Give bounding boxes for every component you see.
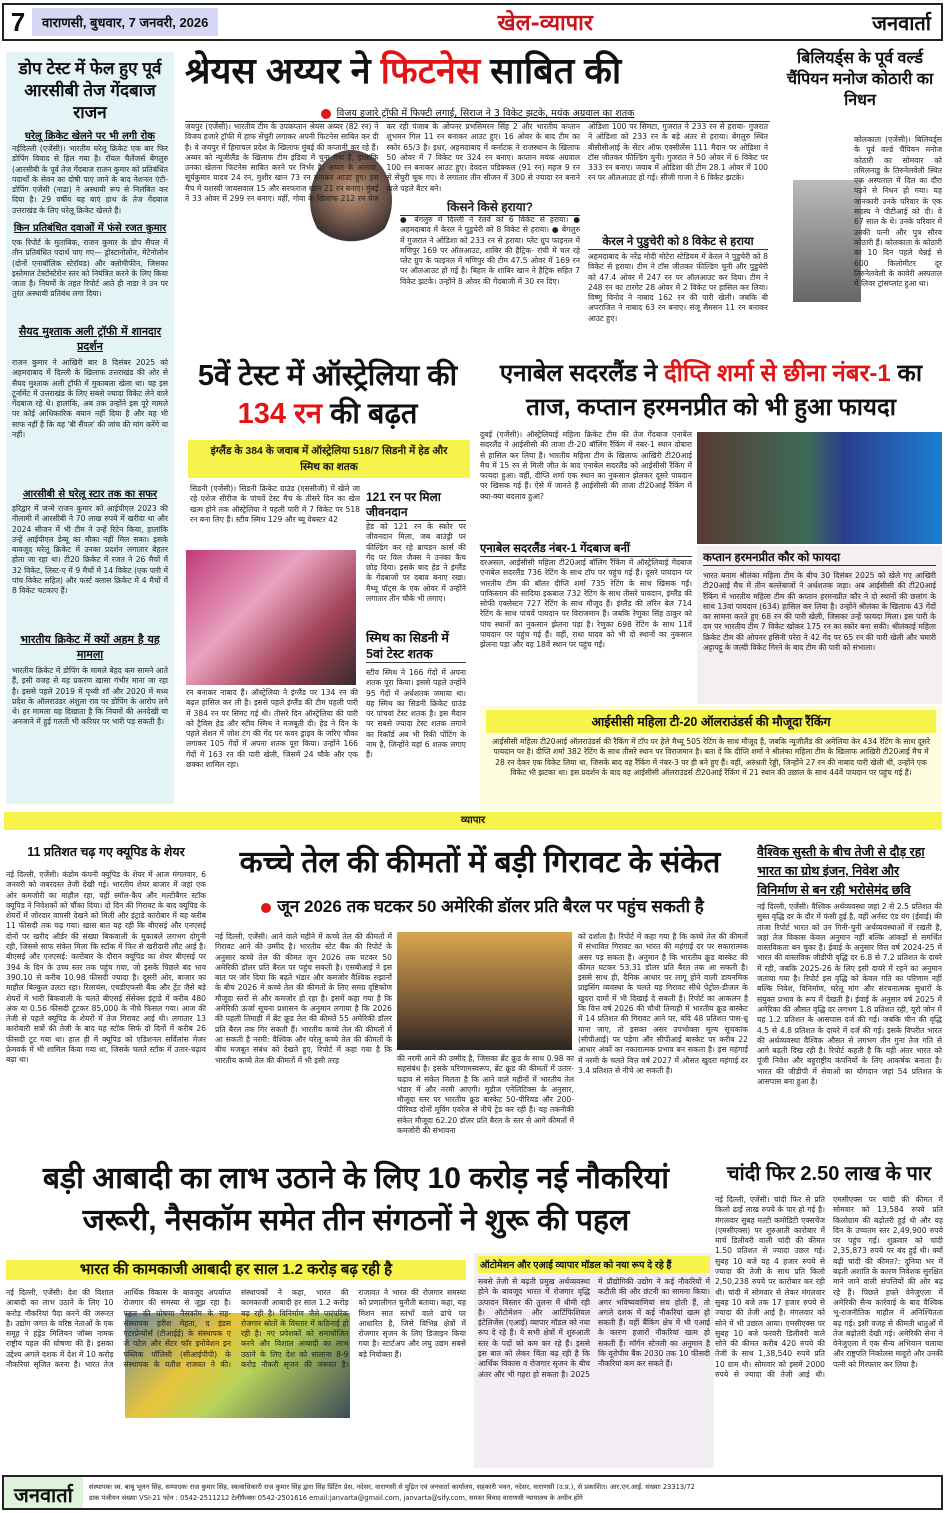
page-header <box>2 3 943 41</box>
doping-sub-5: भारतीय क्रिकेट में क्यों अहम है यह मामला <box>20 633 160 661</box>
jobs-headline: बड़ी आबादी का लाभ उठाने के लिए 10 करोड़ नई नौकरियां जरूरी, नैसकॉम समेत तीन संगठनों ने शुरू की पहल <box>42 1162 670 1237</box>
test-sub-2: स्मिथ का सिडनी में 5वां टेस्ट शतक <box>366 630 466 663</box>
footer-line-2: डाक पंजीयन संख्याः VSI-21 फोन : 0542-2511212 टेलीफैक्सः 0542-2501616 email:janvarta@gmail.com, janvarta@sify.com, समस्त विवाद वाराणसी न्यायालय के अधीन होंगे <box>88 1493 583 1502</box>
oil-deck: जून 2026 तक घटकर 50 अमेरिकी डॉलर प्रति बैरल पर पहुंच सकती है <box>215 895 750 919</box>
lead-body-2: ● बेंगलुरु में दिल्ली ने रेलवे को 6 विकेट से हराया। ● अहमदाबाद में केरल ने पुडुचेरी को 8 विकेट से हराया। ● बेंगलुरु में गुजरात ने ओडिशा को 233 रन से हराया। प्लेट ग्रुप फाइनल में मणिपुर 169 पर ऑलआउट, शाबिर की हैट्रिक- रांची में चल रहे प्लेट ग्रुप के फाइनल में मणिपुर की टीम 47.5 ओवर में 169 रन पर ऑलआउट हो गई है। बिहार के शाबिर खान ने हैट्रिक सहित 7 विकेट झटके। उन्होंने 8 ओवर की गेंदबाजी में 30 रन दिए। <box>400 215 580 286</box>
players-photo <box>697 432 942 544</box>
allrounder-body: आईसीसी महिला टी20आई ऑलराउंडर्स की रैंकिंग में टॉप पर हेले मैथ्यू 505 रेटिंग के साथ मौजूद है, जबकि न्यूजीलैंड की अमेलिया केर 434 रेटिंग के साथ दूसरे पायदान पर है। दीप्ति शर्मा 382 रेटिंग के साथ तीसरे स्थान पर विराजमान है। बता दें कि दीप्ति शर्मा ने श्रीलंका महिला टीम के खिलाफ आखिरी टी20आई मैच में 28 रन देकर एक विकेट लिया था, जिसके बाद वह रैंकिंग में नंबर-3 पर ही बने हुए हैं। वहीं, अरुंधती रेड्डी, जिन्होंने 27 रन की नाबाद पारी खेली थी, उन्होंने एक विकेट भी झटका था। इस प्रदर्शन के बाद वह आईसीसी ऑलराउंडर्स टी20आई रैंकिंग में 21 स्थान की उछाल के साथ 44वें पायदान पर पहुंच गई हैं। <box>491 737 931 777</box>
oil-body-2: की नरमी आने की उम्मीद है, जिसका ब्रेंट क्रूड के साथ 0.98 का सहसंबंध है। इसके परिणामस्वरूप, ब्रेंट क्रूड की कीमतों में उतार-चढ़ाव से संकेत मिलता है कि आने वाले महीनों में भारतीय तेल भंडार में और नरमी आएगी। मूडीज एनेलिटिक्स के अनुसार, मौजूदा स्तर पर भारतीय क्रूड बास्केट 50-पीरियड और 200-पीरियड दोनों मूविंग एवरेज से नीचे ट्रेड कर रही है। यह तकनीकी संकेत मौजूदा 62.20 डॉलर प्रति बैरल के स्तर से आगे कीमतों में कमजोरी की संभावना <box>397 1054 574 1136</box>
test-body-3: हेड को 121 रन के स्कोर पर जीवनदान मिला, जब बाउंड्री पर फील्डिंग कर रहे ब्रायडन कार्स की गेंद पर विल जैक्स ने उनका कैच छोड़ दिया। इसके बाद हेड ने इंग्लैंड के गेंदबाजों पर दबाव बनाए रखा। मैथ्यू पॉट्स के एक ओवर में उन्होंने लगातार तीन चौके भी लगाए। <box>366 522 466 604</box>
doping-sub-1: घरेलू क्रिकेट खेलने पर भी लगी रोक <box>25 131 155 142</box>
growth-headline: वैश्विक सुस्ती के बीच तेजी से दौड़ रहा भारत का ग्रोथ इंजन, निवेश और विनिर्माण से बन रही भरोसेमंद छवि <box>757 845 925 897</box>
doping-sub-3: सैयद मुश्ताक अली ट्रॉफी में शानदार प्रदर्शन <box>18 325 162 353</box>
jobs-deck: भारत की कामकाजी आबादी हर साल 1.2 करोड़ बढ़ रही है <box>6 1260 466 1280</box>
ranking-sub-1: एनाबेल सदरलैंड नंबर-1 गेंदबाज बनीं <box>480 541 692 557</box>
growth-body: नई दिल्ली, एजेंसी। वैश्विक अर्थव्यवस्था जहां 2 से 2.5 प्रतिशत की सुस्त वृद्धि दर के दौर में फंसी हुई है, वहीं अर्नस्ट एंड यंग (ईवाई) की ताजा रिपोर्ट भारत को उन गिनी-चुनी अर्थव्यवस्थाओं में रखती है, जहां तेज विकास केवल अनुमान नहीं बल्कि आंकड़ों से समर्थित वास्तविकता बन चुका है। ईवाई के अनुसार वित्त वर्ष 2024-25 में भारत की वास्तविक जीडीपी वृद्धि दर 6.8 से 7.2 प्रतिशत के दायरे में रही, जबकि 2025-26 के लिए इसी दायरे में रहने का अनुमान जताया गया है। रिपोर्ट इस वृद्धि को केवल गति का परिणाम नहीं बल्कि निवेश, विनिर्माण, घरेलू मांग और संरचनात्मक सुधारों के संयुक्त प्रभाव के रूप में देखती है। ईवाई के अनुसार वर्ष 2025 में अमेरिका की औसत वृद्धि दर लगभग 1.8 प्रतिशत रही, यूरो जोन में यह 1.2 प्रतिशत के आसपास दर्ज की गई। जबकि चीन की वृद्धि 4.5 से 4.8 प्रतिशत के दायरे में दर्ज की गई। इसके विपरीत भारत की अर्थव्यवस्था वैश्विक औसत से लगभग तीन गुना तेज गति से आगे बढ़ती दिख रही है। रिपोर्ट कहती है कि यही अंतर भारत को पूंजी निवेश और बहुराष्ट्रीय कंपनियों के लिए आकर्षक बनाता है। भारत की जीडीपी में सेवाओं का योगदान जहां 54 प्रतिशत के आसपास बना हुआ है। <box>757 902 942 1087</box>
doping-para-4: हरिद्वार में जन्मे राजन कुमार को आईपीएल 2023 की नीलामी में आरसीबी ने 70 लाख रुपये में खरीदा था और 2024 सीजन में भी टीम ने उन्हें रिटेन किया, हालांकि उन्हें आईपीएल डेब्यू का मौका नहीं मिल सका। इसके बावजूद घरेलू क्रिकेट में उनका प्रदर्शन लगातार बेहतर होता जा रहा था। टी20 क्रिकेट में रजत ने 26 मैचों में 32 विकेट, लिस्ट-ए में 9 मैचों में 14 विकेट (एक पारी में पांच विकेट सहित) और फर्स्ट क्लास क्रिकेट में 4 मैचों में 8 विकेट चटकाए हैं। <box>12 504 168 596</box>
doping-para-1: नईदिल्ली (एजेंसी)। भारतीय घरेलू क्रिकेट एक बार फिर डोपिंग विवाद से हिल गया है। रॉयल चैलेंजर्स बेंगलुरु (आरसीबी के पूर्व तेज गेंदबाज राजन कुमार को प्रतिबंधित पदार्थों के सेवन का दोषी पाए जाने के बाद नेशनल एंटी-डोपिंग एजेंसी (नाडा) ने अस्थायी रूप से निलंबित कर दिया है। 29 वर्षीय यह बाएं हाथ के तेज गेंदबाज उत्तराखंड के लिए घरेलू क्रिकेट खेलते हैं। <box>12 144 168 215</box>
jobs-body: नई दिल्ली, एजेंसी। देश की विशाल आबादी का लाभ उठाने के लिए 10 करोड़ नौकरियां पैदा करने की जरूरत है। उद्योग जगत के वरिष्ठ नेताओं के एक समूह ने हंड्रेड मिलियन जॉब्स नामक राष्ट्रीय पहल की घोषणा की है। इसका उद्देश्य अगले दशक में देश में 10 करोड़ नौकरियां सृजित करना है। भारत तेज आर्थिक विकास के बावजूद अपर्याप्त रोजगार की समस्या से जूझ रहा है। पहल की घोषणा नैसकॉम के सह-संस्थापक हरीश मेहता, द इंडस एंटरप्रेन्योर्स (टीआईई) के संस्थापक ए जे पटेल और सेंटर फॉर इनोवेशन इन पब्लिक पॉलिसी (सीआईपीपी) के संस्थापक के यतीश राजवत ने की। संस्थापकों ने कहा, भारत की कामकाजी आबादी हर साल 1.2 करोड़ बढ़ रही है। विनिर्माण जैसे पारंपरिक रोजगार स्रोतों के विस्तार में कठिनाई हो रही है। नए प्रवेशकों को समायोजित करने और विशाल आबादी का लाभ उठाने के लिए देश को सालाना 8-9 करोड़ नौकरी सृजन की जरूरत है। राजावत ने भारत की रोजगार समस्या को प्रणालीगत चुनौती बताया। कहा, यह मिशन सात स्तंभों वाले ढांचे पर आधारित है, जिसे विभिन्न क्षेत्रों में रोजगार सृजन के लिए डिजाइन किया गया है। स्टार्टअप और लघु उद्यम सबसे बड़े नियोक्ता हैं। <box>6 1288 466 1370</box>
test-body-4: स्टीव स्मिथ ने 166 गेंदों में अपना शतक पूरा किया। इससे पहले उन्होंने 95 गेंदों में अर्धशतक जमाया था। यह स्मिथ का सिडनी क्रिकेट ग्राउंड पर पांचवां टेस्ट शतक है। इस मैदान पर सबसे ज्यादा टेस्ट शतक लगाने का रिकॉर्ड अब भी रिकी पोंटिंग के नाम है, जिन्होंने यहां 6 शतक लगाए हैं। <box>366 668 466 760</box>
oil-headline: कच्चे तेल की कीमतों में बड़ी गिरावट के संकेत <box>239 846 721 879</box>
doping-sidebar <box>6 52 174 804</box>
ranking-headline: एनाबेल सदरलैंड ने दीप्ति शर्मा से छीना नंबर-1 का ताज, कप्तान हरमनप्रीत को भी हुआ फायदा <box>499 360 923 421</box>
oil-body-3: को दर्शाता है। रिपोर्ट में कहा गया है कि कच्चे तेल की कीमतों में संभावित गिरावट का भारत की महंगाई दर पर सकारात्मक असर पड़ सकता है। अनुमान है कि भारतीय क्रूड बास्केट की कीमत घटकर 53.31 डॉलर प्रति बैरल तक आ सकती है। इससे साथ ही, दैनिक आधार पर लागू होने वाली डायनमिक प्राइसिंग व्यवस्था के चलते यह गिरावट सीधे पेट्रोल-डीजल के खुदरा दामों में भी दिखाई दे सकती है। रिपोर्ट का आकलन है कि वित्त वर्ष 2026 की चौथी तिमाही में भारतीय क्रूड बास्केट में 14 प्रतिशत की गिरावट आने पर, यदि 48 प्रतिशत पास-थ्रू माना जाए, तो इसका असर उपभोक्ता मूल्य सूचकांक (सीपीआई) पर पड़ेगा और सीपीआई बास्केट पर करीब 22 आधार अंकों का नकारात्मक प्रभाव बन सकता है। इस महंगाई में नरमी के चलते वित्त वर्ष 2027 में औसत खुदरा महंगाई दर 3.4 प्रतिशत से नीचे आ सकती है। <box>578 932 748 1075</box>
ranking-body-3: भारत बनाम श्रीलंका महिला टीम के बीच 30 दिसंबर 2025 को खेले गए आखिरी टी20आई मैच में तीन बल्लेबाजों ने अर्धशतक जड़ा। अब आईसीसी की टी20आई रैंकिंग में भारतीय महिला टीम की कप्तान हरमनप्रीत कौर ने दो स्थानों की छलांग के साथ 13वां पायदान (634) हासिल कर लिया है। उन्होंने श्रीलंका के खिलाफ 43 गेंदों का सामना करते हुए 68 रन की पारी खेली, जिसका उन्हें फायदा मिला। इस पारी के दम पर भारतीय टीम 7 विकेट खोकर 175 रन का स्कोर बना सकी। श्रीलंकाई महिला क्रिकेट टीम की ओपनर हसिनी परेरा ने 42 गेंद पर 65 रन की पारी खेली और चमारी अट्टापट्टू के जल्दी विकेट गिरने के बाद टीम की पारी को संभाला। <box>703 571 936 653</box>
lead-sub-1: किसने किसे हराया? <box>400 198 580 216</box>
silver-body: नई दिल्ली, एजेंसी। चांदी फिर से प्रति किलो ढाई लाख रुपये के पार हो गई है। मंगलवार सुबह मल्टी कमोडिटी एक्सचेंज (एमसीएक्स) पर शुरुआती कारोबार में मार्च डिलीवरी वाली चांदी की कीमत 1.50 प्रतिशत से ज्यादा उछल गई। सुबह 10 बजे यह 4 हजार रुपये से ज्यादा की तेजी के साथ प्रति किलो 2,50,238 रुपये पर कारोबार कर रही थी। चांदी में सोमवार से लेकर मंगलवार सुबह 10 बजे तक 17 हजार रुपये से ज्यादा की तेजी आई है। मंगलवार को सोने में भी उछाल आया। एमसीएक्स पर सुबह 10 बजे फरवरी डिलीवरी वाले सोने की कीमत करीब 420 रुपये की तेजी के साथ 1,38,540 रुपये प्रति 10 ग्राम थी। सोमवार को इसमें 2000 रुपये से ज्यादा की तेजी आई थी। एमसीएक्स पर चांदी की कीमत में सोमवार को 13,584 रुपये प्रति किलोग्राम की बढ़ोतरी हुई थी और यह दिन के उच्चतम स्तर 2,49,900 रुपये पर पहुंच गई। शुक्रवार को चांदी 2,35,873 रुपये पर बंद हुई थी। क्यों बढ़ी चांदी की कीमत?: दुनिया भर में बढ़ती अशांति के कारण निवेशक सुरक्षित माने जाने वाली संपत्तियों की ओर बढ़ रहे हैं। पिछले हफ्ते वेनेजुएला में अमेरिकी सैन्य कार्रवाई के बाद वैश्विक भू-राजनीतिक माहौल में अनिश्चितता बढ़ गई। इसी वजह से कीमती धातुओं में तेज बढ़ोतरी देखी गई। अमेरिकी सेना ने वेनेजुएला में एक सैन्य अभियान चलाया और राष्ट्रपति निकोलस मादुरो और उनकी पत्नी को गिरफ्तार कर लिया है। <box>715 1195 943 1380</box>
test-sub-1: 121 रन पर मिला जीवनदान <box>366 490 466 521</box>
imprint-footer <box>2 1475 943 1510</box>
doping-sub-2: किन प्रतिबंधित दवाओं में फंसे रजत कुमार <box>13 223 167 234</box>
automation-box <box>474 1253 714 1468</box>
test-deck: इंग्लैंड के 384 के जवाब में ऑस्ट्रेलिया 518/7 सिडनी में हेड और स्मिथ का शतक <box>188 440 470 478</box>
automation-body: सबसे तेजी से बढ़ती प्रमुख अर्थव्यवस्था होने के बावजूद भारत में रोजगार वृद्धि उत्पादन विस्तार की तुलना में धीमी रही है। ऑटोमेशन और आर्टिफिशियल इंटेलिजेंस (एआई) व्यापार मॉडल को नया रूप दे रहे हैं। ये सभी क्षेत्रों में शुरुआती स्तर के पदों को कम कर रहे हैं। इससे इस बात को लेकर चिंता बढ़ रही है कि आर्थिक विकास व रोजगार सृजन के बीच अंतर और भी गहरा हो सकता है। 2025 में प्रौद्योगिकी उद्योग ने कई नौकरियों में कटौती की और छंटनी का सामना किया। अगर भविष्यवाणियां सच होती हैं, तो अगले दशक में कई नौकरियां खत्म हो सकती हैं। वहीं बैंकिंग क्षेत्र में भी एआई के कारण हजारों नौकरियां खत्म हो सकती हैं। मॉर्गन स्टेनली का अनुमान है कि यूरोपीय बैंक 2030 तक 10 फीसदी नौकरियां कम कर सकते हैं। <box>478 1277 710 1379</box>
silver-headline: चांदी फिर 2.50 लाख के पार <box>726 1163 932 1185</box>
dateline: वाराणसी, बुधवार, 7 जनवरी, 2026 <box>32 8 218 36</box>
footer-brand: जनवार्ता <box>4 1477 83 1508</box>
cupid-body: नई दिल्ली, एजेंसी। कंडोम कंपनी क्यूपिड के शेयर में आज मंगलवार, 6 जनवरी को जबरदस्त तेजी देखी गई। भारतीय शेयर बाजार में जहां एक ओर कमजोरी का माहौल रहा, वहीं स्मॉल-कैप और मल्टीबैगर स्टॉक क्यूपिड ने निवेशकों को चौंका दिया। दो दिन की गिरावट के बाद क्यूपिड के शेयरों में जोरदार वापसी देखने को मिली और इंट्राडे कारोबार में यह करीब 11 फीसदी तक चढ़ गया। खास बात यह रही कि बीएसई और एनएसई दोनों पर खरीद ऑर्डर की संख्या बिकवाली के मुकाबले लगभग दोगुनी रही, जिससे साफ संकेत मिला कि स्टॉक में फिर से खरीदारी लौट आई है। बीएसई और एनएसई: कारोबार के दौरान क्यूपिड का शेयर बीएसई पर 394 के दिन के उच्च स्तर तक पहुंच गया, जो इसके पिछले बंद भाव 390.10 से करीब 10.98 फीसदी ज्यादा है। दूसरी ओर, बाजार का माहौल बिल्कुल उलटा रहा। रिलायंस, एचडीएफसी बैंक और ट्रेंट जैसे बड़े शेयरों में भारी बिकवाली के चलते बीएसई सेंसेक्स इंट्राडे में करीब 480 अंक या 0.56 फीसदी टूटकर 85,000 के नीचे फिसल गया। आज की तेजी से पहले क्यूपिड के शेयरों में तेज गिरावट आई थी। लगातार 13 कारोबारी सत्रों की तेजी के बाद यह स्टॉक सिर्फ दो दिनों में करीब 26 फीसदी टूट गया था। हाल ही में क्यूपिड को एडिशनल सर्विलांस मेजर फ्रेमवर्क में भी शामिल किया गया था, जिसके चलते स्टॉक में उतार-चढ़ाव बढ़ा था। <box>6 870 206 1065</box>
allrounder-box <box>480 706 942 810</box>
lead-deck: विजय हजारे ट्रॉफी में फिफ्टी लगाई, सिराज ने 3 विकेट झटके, मयंक अग्रवाल का शतक <box>185 106 770 122</box>
automation-title: ऑटोमेशन और एआई व्यापार मॉडल को नया रूप दे रहे हैं <box>478 1256 710 1273</box>
obit-body: कोलकाता (एजेंसी)। बिलियर्ड्स के पूर्व वर्ल्ड चैंपियन मनोज कोठारी का सोमवार को तमिलनाडु के तिरुनेलवेली स्थित एक अस्पताल में दिल का दौरा पड़ने से निधन हो गया। यह जानकारी उनके परिवार के एक सदस्य ने पीटीआई को दी। वे 67 साल के थे। उनके परिवार में उनकी पत्नी और पुत्र सौरव कोठारी हैं। कोलकाता के कोठारी का 10 दिन पहले चेन्नई से 600 किलोमीटर दूर तिरुनेलवेली के कावेरी अस्पताल में लिवर ट्रांसप्लांट हुआ था। <box>854 135 942 289</box>
masthead-brand: जनवार्ता <box>872 10 931 35</box>
smith-photo <box>186 550 356 685</box>
section-title: खेल-व्यापार <box>497 10 593 36</box>
test-headline: 5वें टेस्ट में ऑस्ट्रेलिया की 134 रन की बढ़त <box>197 360 458 430</box>
obit-headline: बिलियर्ड्स के पूर्व वर्ल्ड चैंपियन मनोज कोठारी का निधन <box>786 50 934 109</box>
doping-para-3: राजन कुमार ने आखिरी बार 8 दिसंबर 2025 को अहमदाबाद में दिल्ली के खिलाफ उत्तराखंड की ओर से सैयद मुश्ताक अली ट्रॉफी में मुकाबला खेला था। वह इस टूर्नामेंट में उत्तराखंड के लिए सबसे ज्यादा विकेट लेने वाले गेंदबाज रहे थे। हालांकि, अब तक उन्होंने इस पूरे मामले पर कोई आधिकारिक बयान नहीं दिया है और यह भी साफ नहीं है कि वह 'बी सैंपल' की जांच की मांग करेंगे या नहीं। <box>12 358 168 440</box>
cupid-headline: 11 प्रतिशत चढ़ गए क्यूपिड के शेयर <box>27 845 185 859</box>
allrounder-title: आईसीसी महिला टी-20 ऑलराउंडर्स की मौजूदा रैंकिंग <box>486 710 936 733</box>
test-body-1: सिडनी (एजेंसी)। सिडनी क्रिकेट ग्राउंड (एससीजी) में खेले जा रहे एशेज सीरीज के पांचवें टेस्ट मैच के तीसरे दिन का खेल खत्म होने तक ऑस्ट्रेलिया ने पहली पारी में 7 विकेट पर 518 रन बना लिए हैं। स्टीव स्मिथ 129 और ब्यू वेबस्टर 42 <box>190 484 360 524</box>
lead-body-3: ओडिशा 100 पर सिमटा, गुजरात ने 233 रन से हराया- गुजरात ने ओडिशा को 233 रन के बड़े अंतर से हराया। बेंगलुरु स्थित बीसीसीआई के सेंटर ऑफ एक्सीलेंस 111 मैदान पर ओडिशा ने टॉस जीतकर फील्डिंग चुनी। गुजरात ने 50 ओवर में 6 विकेट पर 333 रन बनाए। जवाब में ओडिशा की टीम 28.1 ओवर में 100 रन पर ऑलआउट हो गई। सीजी गाजा ने 6 विकेट झटके। <box>588 122 768 183</box>
doping-sub-4: आरसीबी से घरेलू स्टार तक का सफर <box>22 489 158 500</box>
oil-rig-photo <box>397 932 572 1050</box>
ranking-sub-2: कप्तान हरमनप्रीत कौर को फायदा <box>703 550 936 566</box>
doping-para-5: भारतीय क्रिकेट में डोपिंग के मामले बेहद कम सामने आते हैं, इसी वजह से यह प्रकरण खासा गंभीर माना जा रहा है। इससे पहले 2019 में पृथ्वी शॉ और 2020 में मध्य प्रदेश के ऑलराउंडर अंशुला राव पर डोपिंग के आरोप लगे थे। हर मामला यह दिखाता है कि नियमों की अनदेखी या अनजाने में हुई गलती भी करियर पर भारी पड़ सकती है। <box>12 666 168 727</box>
footer-line-1: संस्थापकः स्व. बाबू भूलन सिंह, सम्पादकः राज कुमार सिंह, स्वत्वाधिकारी राज कुमार सिंह द्वारा सिंह प्रिंटिंग प्रेस, नदेसर, वाराणसी से मुद्रित एवं जनवार्ता कार्यालय, सहकारी भवन, नदेसर, वाराणसी (उ.प्र.), से प्रकाशित। आर.एन.आई. संख्याः 23313/72 <box>88 1482 695 1491</box>
ranking-body-1: दुबई (एजेंसी)। ऑस्ट्रेलियाई महिला क्रिकेट टीम की तेज गेंदबाज एनाबेल सदरलैंड ने आईसीसी की ताजा टी-20 बॉलिंग रैंकिंग में नंबर-1 स्थान दोबारा से हासिल कर लिया है। भारतीय महिला टीम के खिलाफ आखिरी टी20आई मैच में 15 रन से मिली जीत के बाद एनाबेल सदरलैंड को आईसीसी रैंकिंग में फायदा हुआ। वहीं, दीप्ति शर्मा एक स्थान का नुकसान झेलकर दूसरे पायदान पर खिसक गई हैं। ऐसे में जानते हैं आईसीसी की ताजा टी20आई रैंकिंग में क्या-क्या बदलाव हुआ? <box>480 430 692 501</box>
business-strip: व्यापार <box>4 812 942 830</box>
lead-body-1: जयपुर (एजेंसी)। भारतीय टीम के उपकप्तान श्रेयस अय्यर (82 रन) ने विजय हजारे ट्रॉफी में हाफ सेंचुरी लगाकर अपनी फिटनेस साबित कर दी है। वे जयपुर में हिमाचल प्रदेश के खिलाफ मुंबई की कप्तानी कर रहे हैं। अय्यर को न्यूजीलैंड के खिलाफ टीम इंडिया में चुना गया है, हालांकि उनका खेलना फिटनेस साबित करने पर निर्भर है। अय्यर के अलावा, सूर्यकुमार यादव 24 रन, मुशीर खान 73 रन बनाकर आउट हुए। इस मैच में यशस्वी जायसवाल 15 और सरफराज खान 21 रन बनाए। मुंबई ने 33 ओवर में 299 रन बनाए। वहीं, गोवा के खिलाफ 212 रन चेज कर रही पंजाब के ओपनर प्रभसिमरन सिंह 2 और भारतीय कप्तान शुभमन गिल 11 रन बनाकर आउट हुए। 16 ओवर के बाद टीम का स्कोर 65/3 है। इधर, अहमदाबाद में कर्नाटक ने राजस्थान के खिलाफ 50 ओवर में 7 विकेट पर 324 रन बनाए। कप्तान मयंक अग्रवाल 100 रन बनाकर आउट हुए। देवदत्त पडिक्कल (91 रन) महज 9 रन से सेंचुरी चूक गए। वे लगातार तीन सीजन में 300 से ज्यादा रन बनाने वाले पहले बैटर बने। <box>185 122 580 204</box>
lead-headline: श्रेयस अय्यर ने फिटनेस साबित की <box>185 50 622 91</box>
oil-body-1: नई दिल्ली, एजेंसी। आने वाले महीने में कच्चे तेल की कीमतों में गिरावट आने की उम्मीद है। भारतीय स्टेट बैंक की रिपोर्ट के अनुसार कच्चे तेल की कीमत जून 2026 तक घटकर 50 अमेरिकी डॉलर प्रति बैरल पर पहुंच सकती है। एसबीआई ने इस बात पर जोर दिया कि बढ़ते भंडार और कमजोर वैश्विक रुझानों के बीच 2026 में कच्चे तेल की कीमतों के लिए समग्र दृष्टिकोण मौजूदा स्तरों से और कमजोर हो रहा है। इसमें कहा गया है कि अमेरिकी ऊर्जा सूचना प्रशासन के अनुमान लगाया है कि 2026 की पहली तिमाही में ब्रेंट क्रूड तेल की कीमतें 55 अमेरिकी डॉलर प्रति बैरल तक गिर सकती हैं। भारतीय कच्चे तेल की कीमतों में आ सकती है नरमी: वैश्विक और घरेलू कच्चे तेल की कीमतों के बीच मजबूत संबंध को देखते हुए, रिपोर्ट में कहा गया है कि भारतीय कच्चे तेल की कीमतों में भी इसी तरह <box>215 932 392 1065</box>
page-number: 7 <box>10 6 26 37</box>
bullet-icon <box>261 903 271 913</box>
test-body-2: रन बनाकर नाबाद हैं। ऑस्ट्रेलिया ने इंग्लैंड पर 134 रन की बढ़त हासिल कर ली है। इससे पहले इंग्लैंड की टीम पहली पारी में 384 रन पर सिमट गई थी। तीसरे दिन ऑस्ट्रेलिया की पारी को ट्रैविस हेड और स्टीव स्मिथ ने मजबूती दी। हेड ने दिन के पहले सेशन में जोश टंग की गेंद पर कवर ड्राइव के जरिए चौका लगाकर 105 गेंदों में अपना शतक पूरा किया। उन्होंने 166 गेंदों में 163 रन की पारी खेली, जिसमें 24 चौके और एक छक्का शामिल रहा। <box>186 688 358 770</box>
doping-para-2: एक रिपोर्ट के मुताबिक, राजन कुमार के डोप सैंपल में तीन प्रतिबंधित पदार्थ पाए गए— ड्रोस्टानोलोन, मेटेनोलोन (दोनों एनाबॉलिक स्टेरॉयड) और क्लोमीफीन, जिसका इस्तेमाल टेस्टोस्टेरोन स्तर को नियंत्रित करने के लिए किया जाता है। नियमों के तहत रिपोर्ट आते ही नाडा ने उन पर तुरंत अस्थायी प्रतिबंध लगा दिया। <box>12 238 168 299</box>
bullet-icon <box>321 109 331 119</box>
harmanpreet-box <box>697 546 942 704</box>
lead-body-4: अहमदाबाद के नरेंद्र मोदी मोटेरा स्टेडियम में केरल ने पुडुचेरी को 8 विकेट से हराया। टीम ने टॉस जीतकर फील्डिंग चुनी और पुडुचेरी को 47.4 ओवर में 247 रन पर ऑलआउट कर दिया। टीम ने 248 रन का टारगेट 28 ओवर में 2 विकेट पर हासिल कर लिया। विष्णु विनोद ने नाबाद 162 रन की पारी खेली। जबकि बी अपराजित ने नाबाद 63 रन बनाए। संजू सैमसन 11 रन बनाकर आउट हुए। <box>588 252 768 323</box>
doping-headline: डोप टेस्ट में फेल हुए पूर्व आरसीबी तेज गेंदबाज राजन <box>18 59 162 122</box>
ranking-body-2: दरअसल, आईसीसी महिला टी20आई बॉलिंग रैंकिंग में ऑस्ट्रेलियाई गेंदबाज एनाबेल सदरलैंड 736 रेटिंग के साथ टॉप पर पहुंच गई हैं। दूसरे पायदान पर भारतीय टीम की बॉलर दीप्ति शर्मा 735 रेटिंग के साथ खिसक गईं। पाकिस्तान की सादिया इकबाल 732 रेटिंग के साथ तीसरे पायदान, इंग्लैंड की सोफी एक्लेस्टन 727 रेटिंग के साथ मौजूद हैं। इंग्लैंड की लॉरेन बेल 714 रेटिंग के साथ पांचवें पायदान पर विराजमान हैं। जबकि रेणुका सिंह ठाकुर को पांच स्थानों का नुकसान झेलना पड़ा है। रेणुका 698 रेटिंग के साथ 11वें पायदान पर पहुंच गई हैं। वहीं, राधा यादव को भी दो स्थानों का नुकसान झेलना पड़ा और वह 18वें स्थान पर पहुंच गईं। <box>480 558 692 650</box>
lead-sub-2: केरल ने पुडुचेरी को 8 विकेट से हराया <box>588 234 768 250</box>
